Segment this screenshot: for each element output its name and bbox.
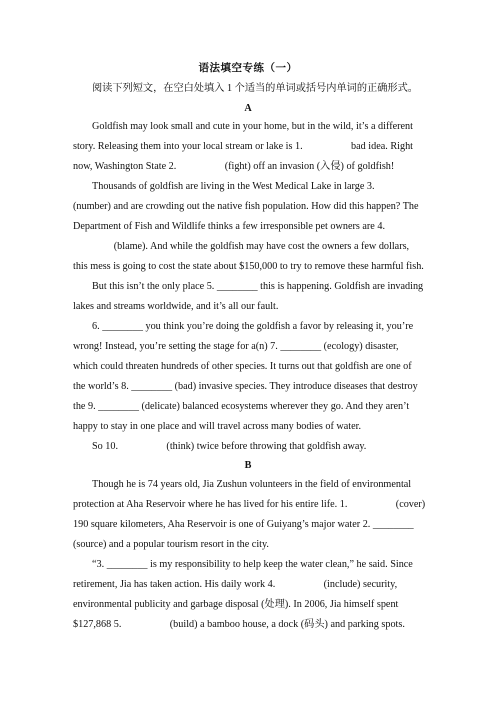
section-b-line: Though he is 74 years old, Jia Zushun volunteers in the field of environmental [92,479,412,490]
section-b-line: $127,868 5. (build) a bamboo house, a dock (码头) and parking spots. [73,619,405,630]
section-a-line: the world’s 8. ________ (bad) invasive species. They introduce diseases that destroy [73,381,418,392]
section-a-line: happy to stay in one place and will travel across many bodies of water. [73,421,361,432]
section-b-line: “3. ________ is my responsibility to help keep the water clean,” he said. Since [92,559,413,570]
section-b-line: environmental publicity and garbage disposal (处理). In 2006, Jia himself spent [73,599,399,610]
page-title: 语法填空专练（一） [198,63,298,74]
section-b-line: 190 square kilometers, Aha Reservoir is one of Guiyang’s major water 2. ________ [73,519,414,530]
section-a-line: story. Releasing them into your local stream or lake is 1. bad idea. Right [73,141,413,152]
section-a-line: Goldfish may look small and cute in your home, but in the wild, it’s a different [92,121,413,132]
section-a-line: Thousands of goldfish are living in the West Medical Lake in large 3. [92,181,375,192]
section-a-line: wrong! Instead, you’re setting the stage for a(n) 7. ________ (ecology) disaster, [73,341,399,352]
section-a-line: this mess is going to cost the state about $150,000 to try to remove these harmful fish. [73,261,424,272]
section-a-line: lakes and streams worldwide, and it’s all our fault. [73,301,279,312]
instruction-text: 阅读下列短文，在空白处填入 1 个适当的单词或括号内单词的正确形式。 [92,83,418,94]
section-a-line: now, Washington State 2. (fight) off an invasion (入侵) of goldfish! [73,161,395,172]
section-a-line: (blame). And while the goldfish may have cost the owners a few dollars, [73,241,410,252]
section-a-line: Department of Fish and Wildlife thinks a few irresponsible pet owners are 4. [73,221,386,232]
section-a-line: But this isn’t the only place 5. ________ this is happening. Goldfish are invading [92,281,424,292]
section-a-line: the 9. ________ (delicate) balanced ecosystems wherever they go. And they aren’t [73,401,410,412]
section-b-line: (source) and a popular tourism resort in the city. [73,539,269,550]
section-a-line: So 10. (think) twice before throwing that goldfish away. [92,441,367,452]
section-b-heading: B [244,460,252,471]
section-b-line: protection at Aha Reservoir where he has lived for his entire life. 1. (cover) [73,499,426,510]
section-a-heading: A [244,103,252,114]
section-a-line: which could threaten hundreds of other species. It turns out that goldfish are one of [73,361,412,372]
section-a-line: 6. ________ you think you’re doing the goldfish a favor by releasing it, you’re [92,321,414,332]
section-a-line: (number) and are crowding out the native fish population. How did this happen? The [73,201,419,212]
section-b-line: retirement, Jia has taken action. His daily work 4. (include) security, [73,579,398,590]
